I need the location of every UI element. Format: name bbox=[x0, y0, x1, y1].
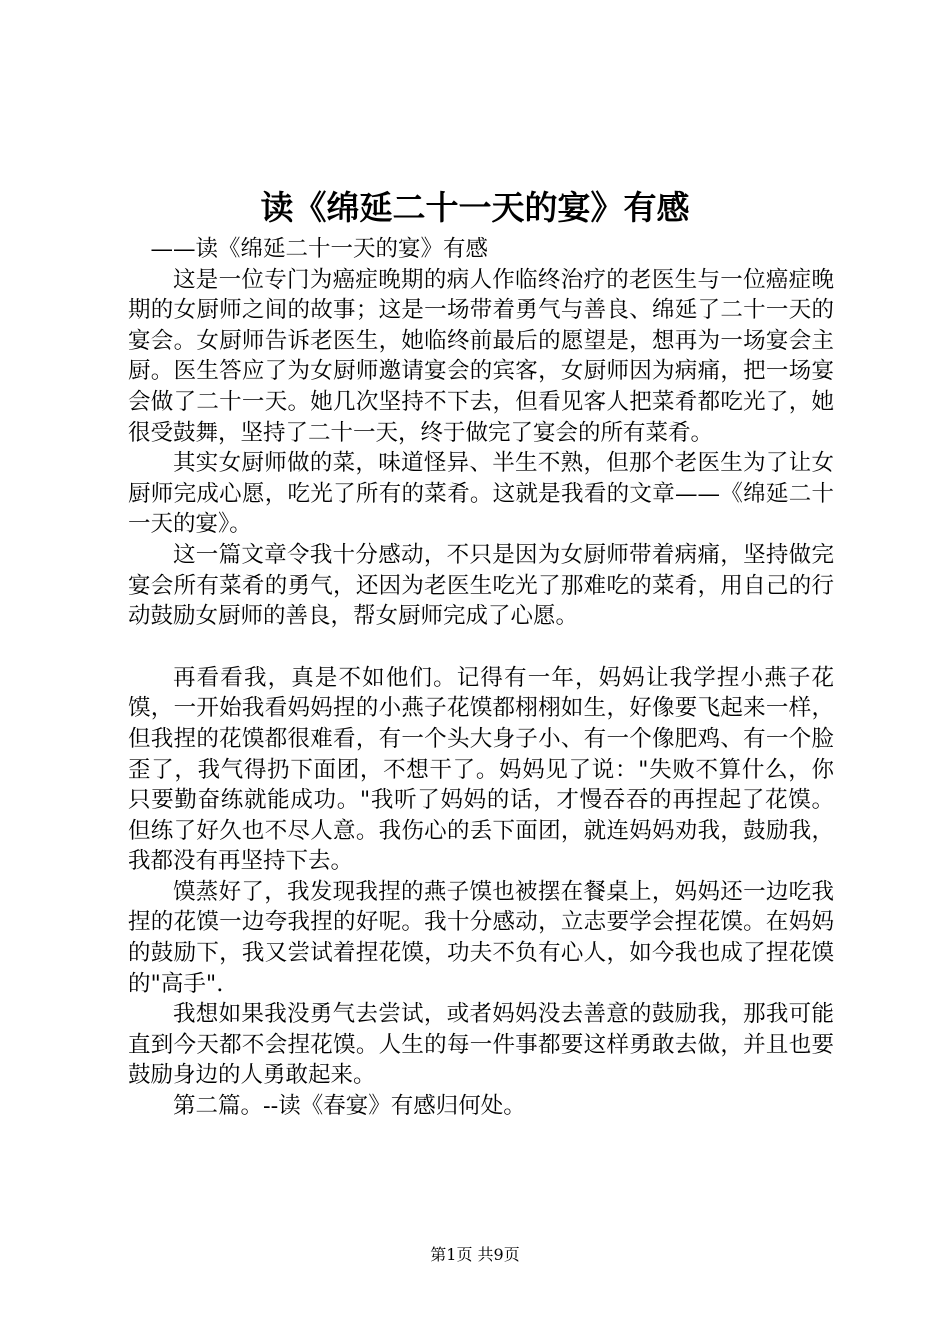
body-paragraph: 这一篇文章令我十分感动，不只是因为女厨师带着病痛，坚持做完宴会所有菜肴的勇气，还因为老医生吃光了那难吃的菜肴，用自己的行动鼓励女厨师的善良，帮女厨师完成了心愿。 bbox=[128, 541, 834, 630]
body-paragraph: 我想如果我没勇气去尝试，或者妈妈没去善意的鼓励我，那我可能直到今天都不会捏花馍。人生的每一件事都要这样勇敢去做，并且也要鼓励身边的人勇敢起来。 bbox=[128, 1001, 834, 1089]
body-paragraph: 第二篇。--读《春宴》有感归何处。 bbox=[173, 1093, 526, 1120]
document-body bbox=[128, 234, 834, 1122]
body-paragraph: 馍蒸好了，我发现我捏的燕子馍也被摆在餐桌上，妈妈还一边吃我捏的花馍一边夸我捏的好呢。我十分感动，立志要学会捏花馍。在妈妈的鼓励下，我又尝试着捏花馍，功夫不负有心人，如今我也成了捏花馍的"高手". bbox=[128, 878, 834, 997]
body-paragraph: 这是一位专门为癌症晚期的病人作临终治疗的老医生与一位癌症晚期的女厨师之间的故事；这是一场带着勇气与善良、绵延了二十一天的宴会。女厨师告诉老医生，她临终前最后的愿望是，想再为一场宴会主厨。医生答应了为女厨师邀请宴会的宾客，女厨师因为病痛，把一场宴会做了二十一天。她几次坚持不下去，但看见客人把菜肴都吃光了，她很受鼓舞，坚持了二十一天，终于做完了宴会的所有菜肴。 bbox=[128, 266, 834, 446]
page-footer: 第1页 共9页 bbox=[430, 1245, 520, 1264]
subtitle-paragraph: ——读《绵延二十一天的宴》有感 bbox=[150, 236, 489, 262]
document-title: 读《绵延二十一天的宴》有感 bbox=[260, 188, 690, 227]
body-paragraph: 其实女厨师做的菜，味道怪异、半生不熟，但那个老医生为了让女厨师完成心愿，吃光了所有的菜肴。这就是我看的文章——《绵延二十一天的宴》。 bbox=[128, 450, 834, 538]
body-paragraph: 再看看我，真是不如他们。记得有一年，妈妈让我学捏小燕子花馍，一开始我看妈妈捏的小燕子花馍都栩栩如生，好像要飞起来一样，但我捏的花馍都很难看，有一个头大身子小、有一个像肥鸡、有一个脸歪了，我气得扔下面团，不想干了。妈妈见了说："失败不算什么，你只要勤奋练就能成功。"我听了妈妈的话，才慢吞吞的再捏起了花馍。但练了好久也不尽人意。我伤心的丢下面团，就连妈妈劝我，鼓励我，我都没有再坚持下去。 bbox=[128, 664, 834, 875]
